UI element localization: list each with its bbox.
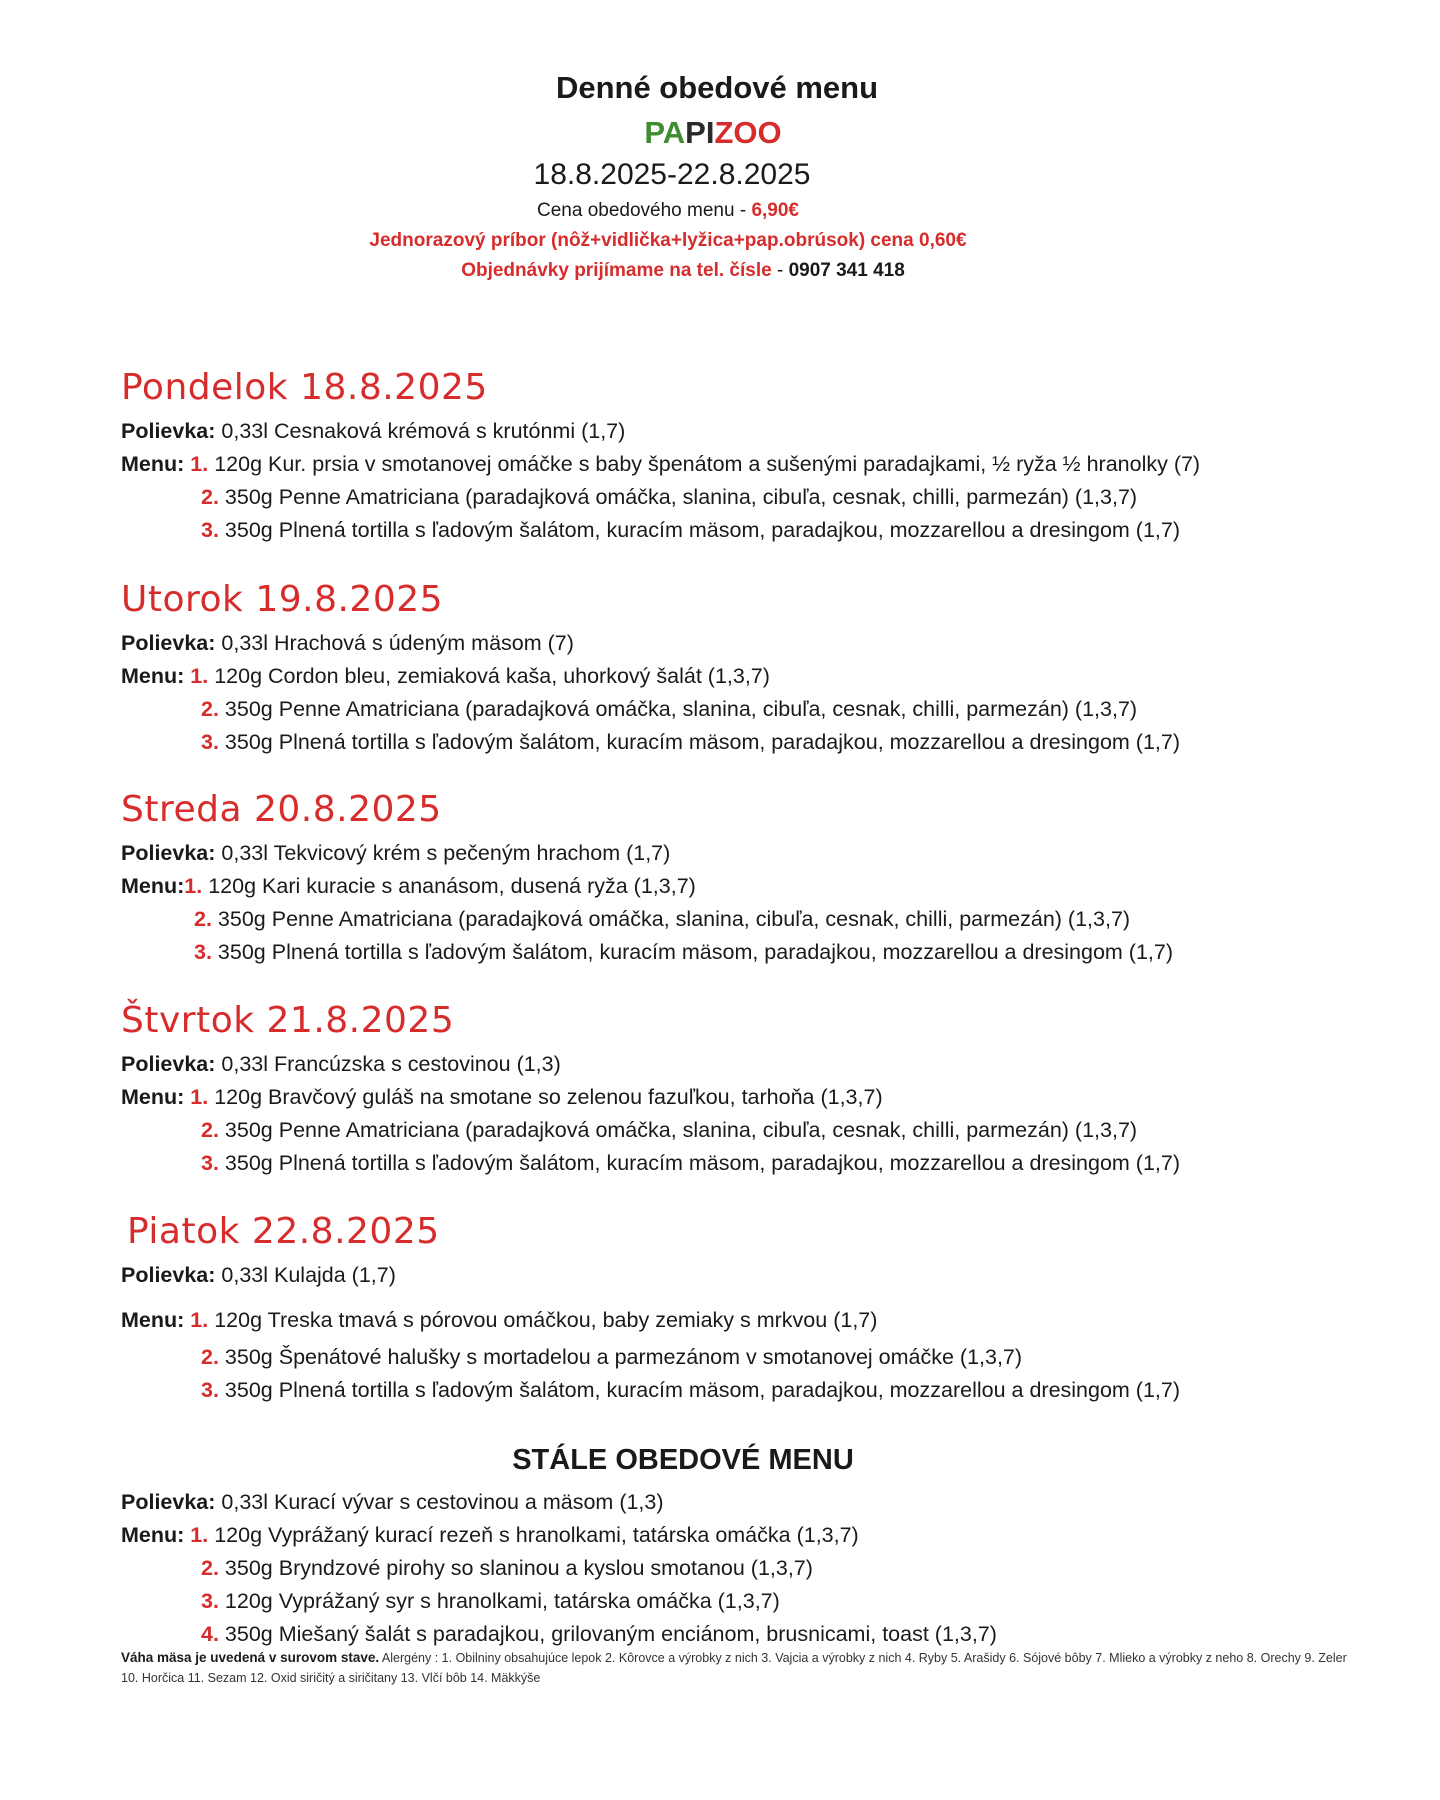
item-text: 120g Treska tmavá s pórovou omáčkou, baby zemiaky s mrkvou (1,7) <box>214 1308 878 1332</box>
menu-item <box>121 1304 1341 1337</box>
menu-item <box>121 1374 1341 1407</box>
item-text: 120g Vyprážaný kurací rezeň s hranolkami, tatárska omáčka (1,3,7) <box>214 1523 859 1547</box>
item-number: 3. <box>201 1378 219 1402</box>
soup-row <box>121 627 1341 660</box>
menu-item <box>121 1585 1341 1618</box>
menu-item <box>121 481 1341 514</box>
menu-item <box>121 448 1341 481</box>
day-section-wednesday <box>121 787 1341 969</box>
item-text: 350g Penne Amatriciana (paradajková omáčka, slanina, cibuľa, cesnak, chilli, parmezán) (1,3,7) <box>224 485 1138 509</box>
order-info <box>0 260 1403 282</box>
week-dates: 18.8.2025-22.8.2025 <box>533 158 811 191</box>
item-number: 1. <box>190 452 209 476</box>
item-text: 350g Plnená tortilla s ľadovým šalátom, kuracím mäsom, paradajkou, mozzarellou a dresingom (1,7) <box>224 518 1181 542</box>
day-section-friday <box>121 1209 1341 1407</box>
day-section-thursday <box>121 998 1341 1180</box>
day-section-monday <box>121 365 1341 547</box>
standing-menu-rows <box>121 1486 1341 1651</box>
price-label: Cena obedového menu - <box>537 200 752 221</box>
soup-label: Polievka: <box>121 1052 216 1076</box>
item-text: 120g Bravčový guláš na smotane so zelenou fazuľkou, tarhoňa (1,3,7) <box>214 1085 883 1109</box>
item-text: 120g Cordon bleu, zemiaková kaša, uhorkový šalát (1,3,7) <box>214 664 770 688</box>
brand-name <box>0 115 1433 151</box>
menu-item <box>121 1114 1341 1147</box>
item-number: 3. <box>201 730 219 754</box>
soup-label: Polievka: <box>121 1490 216 1514</box>
item-number: 3. <box>194 940 212 964</box>
order-separator: - <box>771 260 789 281</box>
menu-item <box>121 693 1341 726</box>
menu-label: Menu: <box>121 1308 185 1332</box>
allergen-list: Alergény : 1. Obilniny obsahujúce lepok 2. Kôrovce a výrobky z nich 3. Vajcia a výrobky z nich 4. Ryby 5. Arašidy 6. Sójové bôby 7. Mlieko a výrobky z neho 8. Orechy 9. Zeler 10. Horčica 11. Sezam 12. Oxid siričitý a siričitany 13. Vlčí bôb 14. Mäkkýše <box>121 1651 1347 1685</box>
order-label: Objednávky prijímame na tel. čísle <box>461 260 772 281</box>
item-number: 3. <box>201 1589 219 1613</box>
standing-menu-title: STÁLE OBEDOVÉ MENU <box>512 1444 854 1476</box>
day-title: Utorok 19.8.2025 <box>121 579 444 620</box>
item-number: 1. <box>184 874 203 898</box>
brand-part-red: ZOO <box>714 115 782 150</box>
menu-label: Menu: <box>121 1523 185 1547</box>
soup-text: 0,33l Tekvicový krém s pečeným hrachom (1,7) <box>215 841 671 865</box>
soup-text: 0,33l Kurací vývar s cestovinou a mäsom (1,3) <box>215 1490 664 1514</box>
menu-item <box>121 726 1341 759</box>
price-value: 6,90€ <box>751 200 799 221</box>
item-text: 120g Vyprážaný syr s hranolkami, tatárska omáčka (1,3,7) <box>224 1589 780 1613</box>
menu-label: Menu: <box>121 664 185 688</box>
menu-price <box>0 200 1388 222</box>
order-phone: 0907 341 418 <box>788 260 905 281</box>
item-number: 2. <box>194 907 212 931</box>
item-text: 350g Miešaný šalát s paradajkou, grilovaným enciánom, brusnicami, toast (1,3,7) <box>224 1622 997 1646</box>
item-text: 350g Plnená tortilla s ľadovým šalátom, kuracím mäsom, paradajkou, mozzarellou a dresingom (1,7) <box>217 940 1174 964</box>
cutlery-note: Jednorazový príbor (nôž+vidlička+lyžica+pap.obrúsok) cena 0,60€ <box>369 230 967 251</box>
page-title: Denné obedové menu <box>555 70 879 105</box>
soup-label: Polievka: <box>121 841 216 865</box>
item-number: 1. <box>190 1308 209 1332</box>
item-text: 350g Plnená tortilla s ľadovým šalátom, kuracím mäsom, paradajkou, mozzarellou a dresingom (1,7) <box>224 730 1181 754</box>
soup-text: 0,33l Kulajda (1,7) <box>215 1263 396 1287</box>
item-number: 2. <box>201 1556 219 1580</box>
item-text: 350g Plnená tortilla s ľadovým šalátom, kuracím mäsom, paradajkou, mozzarellou a dresingom (1,7) <box>224 1151 1181 1175</box>
allergen-footnote <box>121 1648 1361 1688</box>
menu-item <box>121 1147 1341 1180</box>
menu-item <box>121 1618 1341 1651</box>
item-text: 350g Penne Amatriciana (paradajková omáčka, slanina, cibuľa, cesnak, chilli, parmezán) (1,3,7) <box>217 907 1131 931</box>
item-number: 2. <box>201 697 219 721</box>
soup-label: Polievka: <box>121 419 216 443</box>
soup-text: 0,33l Francúzska s cestovinou (1,3) <box>215 1052 561 1076</box>
item-text: 120g Kari kuracie s ananásom, dusená ryža (1,3,7) <box>208 874 696 898</box>
item-text: 350g Bryndzové pirohy so slaninou a kyslou smotanou (1,3,7) <box>224 1556 813 1580</box>
item-number: 4. <box>201 1622 219 1646</box>
soup-row <box>121 1259 1341 1292</box>
menu-item <box>121 1341 1341 1374</box>
soup-text: 0,33l Cesnaková krémová s krutónmi (1,7) <box>215 419 626 443</box>
item-text: 350g Penne Amatriciana (paradajková omáčka, slanina, cibuľa, cesnak, chilli, parmezán) (1,3,7) <box>224 1118 1138 1142</box>
day-title: Štvrtok 21.8.2025 <box>121 1000 455 1041</box>
item-number: 2. <box>201 1118 219 1142</box>
soup-row <box>121 1486 1341 1519</box>
item-number: 3. <box>201 1151 219 1175</box>
soup-row <box>121 1048 1341 1081</box>
menu-label: Menu: <box>121 1085 185 1109</box>
item-text: 350g Penne Amatriciana (paradajková omáčka, slanina, cibuľa, cesnak, chilli, parmezán) (1,3,7) <box>224 697 1138 721</box>
weight-note: Váha mäsa je uvedená v surovom stave. <box>121 1650 380 1665</box>
day-title: Pondelok 18.8.2025 <box>121 367 488 408</box>
menu-label: Menu: <box>121 452 185 476</box>
item-number: 2. <box>201 1345 219 1369</box>
menu-item <box>121 936 1341 969</box>
soup-label: Polievka: <box>121 631 216 655</box>
item-number: 1. <box>190 1085 209 1109</box>
item-number: 1. <box>190 664 209 688</box>
brand-part-white: PI <box>685 115 715 150</box>
item-text: 350g Plnená tortilla s ľadovým šalátom, kuracím mäsom, paradajkou, mozzarellou a dresingom (1,7) <box>224 1378 1181 1402</box>
item-number: 1. <box>190 1523 209 1547</box>
menu-item <box>121 514 1341 547</box>
brand-part-green: PA <box>644 115 686 150</box>
menu-item <box>121 870 1341 903</box>
item-number: 3. <box>201 518 219 542</box>
menu-label: Menu: <box>121 874 185 898</box>
item-text: 350g Špenátové halušky s mortadelou a parmezánom v smotanovej omáčke (1,3,7) <box>224 1345 1023 1369</box>
day-title: Piatok 22.8.2025 <box>127 1211 440 1252</box>
menu-item <box>121 1081 1341 1114</box>
item-number: 2. <box>201 485 219 509</box>
menu-item <box>121 660 1341 693</box>
item-text: 120g Kur. prsia v smotanovej omáčke s baby špenátom a sušenými paradajkami, ½ ryža ½ hranolky (7) <box>214 452 1201 476</box>
soup-text: 0,33l Hrachová s údeným mäsom (7) <box>215 631 574 655</box>
menu-item <box>121 1519 1341 1552</box>
soup-row <box>121 415 1341 448</box>
soup-label: Polievka: <box>121 1263 216 1287</box>
menu-item <box>121 903 1341 936</box>
day-title: Streda 20.8.2025 <box>121 789 442 830</box>
menu-item <box>121 1552 1341 1585</box>
soup-row <box>121 837 1341 870</box>
day-section-tuesday <box>121 577 1341 759</box>
